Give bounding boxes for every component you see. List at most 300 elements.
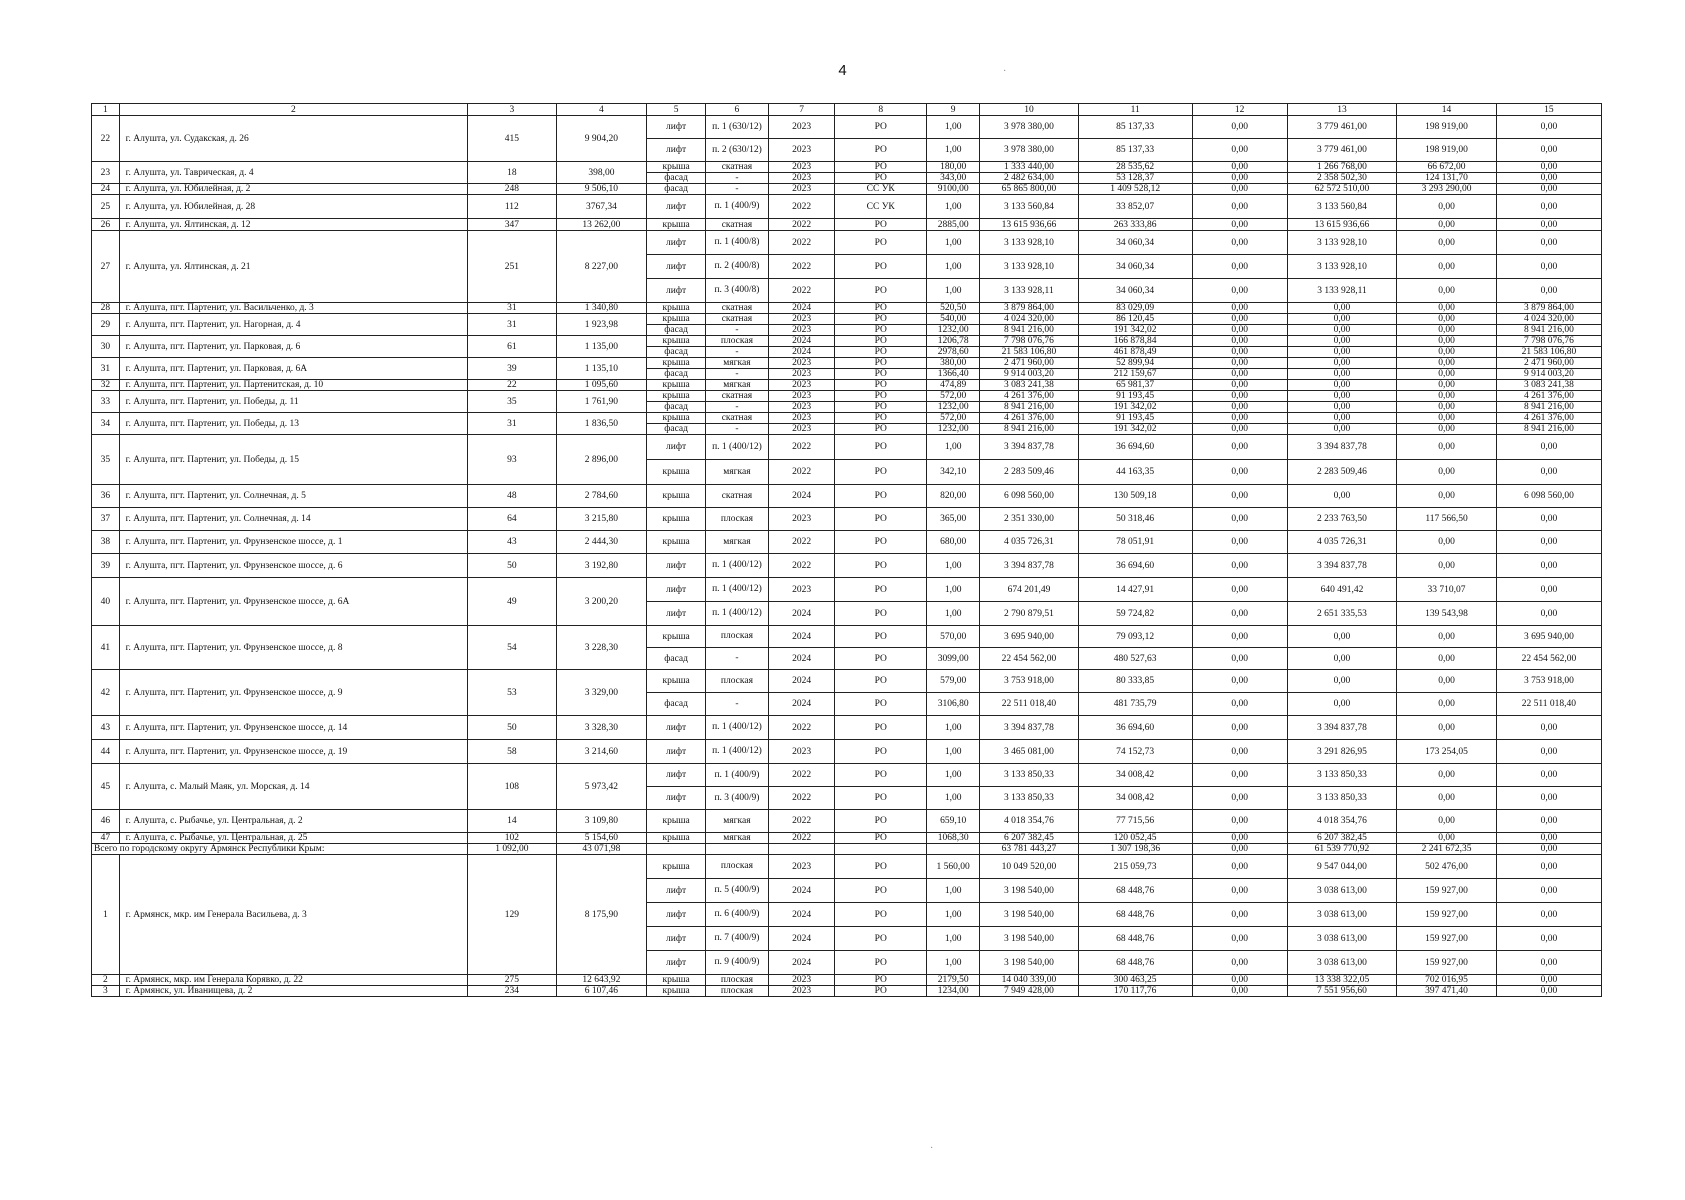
table-cell: 3 465 081,00: [980, 740, 1078, 764]
table-cell: 61: [468, 336, 556, 358]
table-cell: 0,00: [1192, 951, 1287, 975]
table-cell: -: [705, 173, 768, 184]
table-cell: 2023: [768, 391, 834, 402]
table-cell: 124 131,70: [1397, 173, 1497, 184]
table-cell: 37: [92, 508, 120, 531]
table-cell: 2023: [768, 314, 834, 325]
table-cell: 2023: [768, 325, 834, 336]
table-cell: 0,00: [1287, 314, 1397, 325]
table-cell: г. Алушта, пгт. Партенит, ул. Фрунзенское шоссе, д. 6А: [119, 578, 467, 626]
column-header: 8: [835, 104, 927, 116]
table-cell: 397 471,40: [1397, 986, 1497, 997]
table-cell: 343,00: [927, 173, 980, 184]
table-cell: 0,00: [1496, 844, 1601, 855]
table-cell: 2022: [768, 716, 834, 740]
table-row: [92, 626, 1602, 648]
table-cell: 32: [92, 380, 120, 391]
capital-repair-table: [91, 103, 1602, 997]
table-cell: 59 724,82: [1078, 602, 1192, 626]
table-cell: РО: [835, 424, 927, 435]
table-cell: 33 852,07: [1078, 195, 1192, 219]
table-cell: 1,00: [927, 879, 980, 903]
table-cell: РО: [835, 314, 927, 325]
table-cell: 0,00: [1496, 740, 1601, 764]
table-cell: 22 454 562,00: [1496, 648, 1601, 670]
table-cell: 43: [92, 716, 120, 740]
table-cell: РО: [835, 116, 927, 139]
table-cell: 0,00: [1397, 531, 1497, 554]
table-cell: 2022: [768, 231, 834, 255]
table-cell: 570,00: [927, 626, 980, 648]
table-cell: 2023: [768, 855, 834, 879]
table-cell: 3 394 837,78: [1287, 716, 1397, 740]
table-cell: 0,00: [1287, 485, 1397, 508]
table-cell: 2023: [768, 139, 834, 162]
table-cell: 35: [92, 435, 120, 485]
table-cell: лифт: [647, 740, 706, 764]
table-cell: 0,00: [1192, 764, 1287, 787]
table-cell: 3 394 837,78: [980, 554, 1078, 578]
table-cell: 3 198 540,00: [980, 927, 1078, 951]
table-cell: 0,00: [1192, 508, 1287, 531]
table-cell: 2022: [768, 554, 834, 578]
table-cell: 2024: [768, 602, 834, 626]
table-cell: 50 318,46: [1078, 508, 1192, 531]
table-cell: 0,00: [1397, 693, 1497, 716]
table-cell: 2024: [768, 336, 834, 347]
table-cell: 0,00: [1192, 975, 1287, 986]
table-cell: 0,00: [1192, 231, 1287, 255]
table-cell: 3 038 613,00: [1287, 903, 1397, 927]
table-cell: 0,00: [1496, 833, 1601, 844]
table-cell: 86 120,45: [1078, 314, 1192, 325]
table-cell: РО: [835, 602, 927, 626]
table-cell: 30: [92, 336, 120, 358]
table-cell: 2: [92, 975, 120, 986]
table-cell: лифт: [647, 879, 706, 903]
table-cell: крыша: [647, 162, 706, 173]
table-cell: п. 1 (400/12): [705, 435, 768, 460]
table-cell: 13 615 936,66: [1287, 219, 1397, 231]
table-cell: 0,00: [1192, 314, 1287, 325]
table-cell: 5 154,60: [556, 833, 647, 844]
table-cell: 0,00: [1192, 578, 1287, 602]
table-cell: 80 333,85: [1078, 670, 1192, 693]
table-cell: крыша: [647, 380, 706, 391]
table-cell: 2024: [768, 648, 834, 670]
table-cell: 0,00: [1397, 325, 1497, 336]
table-row: [92, 358, 1602, 369]
table-cell: 0,00: [1397, 716, 1497, 740]
table-cell: 2 471 960,00: [980, 358, 1078, 369]
table-cell: 3 394 837,78: [1287, 554, 1397, 578]
table-cell: 0,00: [1192, 602, 1287, 626]
table-cell: 1 307 198,36: [1078, 844, 1192, 855]
table-cell: 1 266 768,00: [1287, 162, 1397, 173]
table-cell: г. Алушта, ул. Юбилейная, д. 28: [119, 195, 467, 219]
table-cell: 78 051,91: [1078, 531, 1192, 554]
table-cell: фасад: [647, 402, 706, 413]
table-cell: 3767,34: [556, 195, 647, 219]
table-cell: РО: [835, 833, 927, 844]
table-cell: 45: [92, 764, 120, 810]
table-cell: 3 695 940,00: [980, 626, 1078, 648]
table-cell: г. Алушта, пгт. Партенит, ул. Васильченко, д. 3: [119, 303, 467, 314]
table-cell: 0,00: [1397, 424, 1497, 435]
table-cell: 0,00: [1192, 303, 1287, 314]
table-cell: 7 798 076,76: [980, 336, 1078, 347]
table-cell: РО: [835, 716, 927, 740]
table-cell: 481 735,79: [1078, 693, 1192, 716]
empty-cell: [647, 844, 706, 855]
table-cell: РО: [835, 986, 927, 997]
table-cell: СС УК: [835, 184, 927, 195]
table-cell: 0,00: [1397, 303, 1497, 314]
table-cell: 2 241 672,35: [1397, 844, 1497, 855]
column-header: 1: [92, 104, 120, 116]
table-cell: РО: [835, 255, 927, 279]
table-cell: крыша: [647, 460, 706, 485]
table-cell: -: [705, 325, 768, 336]
table-cell: 8 941 216,00: [980, 325, 1078, 336]
table-cell: скатная: [705, 162, 768, 173]
table-cell: крыша: [647, 531, 706, 554]
table-cell: 1 340,80: [556, 303, 647, 314]
table-cell: 0,00: [1397, 347, 1497, 358]
table-cell: г. Алушта, пгт. Партенит, ул. Нагорная, д. 4: [119, 314, 467, 336]
table-cell: плоская: [705, 986, 768, 997]
table-cell: 0,00: [1192, 833, 1287, 844]
table-cell: 191 342,02: [1078, 424, 1192, 435]
page-number: 4: [838, 62, 847, 79]
scan-speck: ·: [930, 1143, 934, 1154]
table-cell: 83 029,09: [1078, 303, 1192, 314]
table-cell: 2023: [768, 424, 834, 435]
table-cell: крыша: [647, 391, 706, 402]
table-cell: РО: [835, 325, 927, 336]
table-cell: 3 198 540,00: [980, 879, 1078, 903]
table-cell: 0,00: [1496, 531, 1601, 554]
table-cell: 91 193,45: [1078, 413, 1192, 424]
table-cell: 2024: [768, 626, 834, 648]
table-cell: 159 927,00: [1397, 951, 1497, 975]
table-row: [92, 764, 1602, 787]
table-cell: 4 261 376,00: [1496, 413, 1601, 424]
table-cell: 198 919,00: [1397, 139, 1497, 162]
table-cell: 0,00: [1397, 336, 1497, 347]
table-cell: РО: [835, 391, 927, 402]
column-header: 13: [1287, 104, 1397, 116]
table-cell: 13 338 322,05: [1287, 975, 1397, 986]
table-cell: 0,00: [1192, 435, 1287, 460]
table-cell: 129: [468, 855, 556, 975]
table-cell: п. 2 (400/8): [705, 255, 768, 279]
table-cell: -: [705, 424, 768, 435]
table-row: [92, 380, 1602, 391]
table-cell: 85 137,33: [1078, 116, 1192, 139]
table-cell: 8 941 216,00: [980, 402, 1078, 413]
table-row: [92, 975, 1602, 986]
table-cell: 159 927,00: [1397, 903, 1497, 927]
table-cell: 22: [468, 380, 556, 391]
table-cell: 159 927,00: [1397, 927, 1497, 951]
table-cell: г. Алушта, пгт. Партенит, ул. Победы, д. 15: [119, 435, 467, 485]
table-cell: 0,00: [1397, 810, 1497, 833]
table-cell: 54: [468, 626, 556, 670]
table-cell: 342,10: [927, 460, 980, 485]
table-cell: плоская: [705, 670, 768, 693]
scan-speck: ·: [1003, 66, 1007, 77]
table-cell: 3 133 928,11: [1287, 279, 1397, 303]
table-cell: РО: [835, 670, 927, 693]
table-cell: 52 899,94: [1078, 358, 1192, 369]
column-header: 12: [1192, 104, 1287, 116]
table-cell: 0,00: [1287, 336, 1397, 347]
table-cell: 29: [92, 314, 120, 336]
table-cell: 572,00: [927, 413, 980, 424]
table-cell: 0,00: [1496, 716, 1601, 740]
table-cell: 0,00: [1496, 879, 1601, 903]
table-cell: 33 710,07: [1397, 578, 1497, 602]
table-cell: 0,00: [1397, 787, 1497, 810]
table-cell: п. 1 (400/12): [705, 578, 768, 602]
table-cell: 2024: [768, 693, 834, 716]
table-cell: РО: [835, 740, 927, 764]
table-cell: 365,00: [927, 508, 980, 531]
table-cell: крыша: [647, 314, 706, 325]
table-cell: г. Армянск, мкр. им Генерала Корявко, д. 22: [119, 975, 467, 986]
table-cell: лифт: [647, 764, 706, 787]
table-cell: 0,00: [1496, 810, 1601, 833]
table-cell: 2 651 335,53: [1287, 602, 1397, 626]
table-cell: РО: [835, 460, 927, 485]
table-cell: 173 254,05: [1397, 740, 1497, 764]
table-cell: 0,00: [1287, 670, 1397, 693]
table-cell: 3 779 461,00: [1287, 116, 1397, 139]
table-cell: 0,00: [1287, 303, 1397, 314]
table-cell: 0,00: [1397, 402, 1497, 413]
table-cell: фасад: [647, 347, 706, 358]
table-cell: РО: [835, 855, 927, 879]
table-cell: 0,00: [1287, 325, 1397, 336]
table-cell: п. 1 (400/12): [705, 602, 768, 626]
table-cell: 0,00: [1192, 693, 1287, 716]
table-cell: крыша: [647, 336, 706, 347]
table-cell: 2022: [768, 195, 834, 219]
table-cell: 461 878,49: [1078, 347, 1192, 358]
table-cell: 1,00: [927, 927, 980, 951]
table-cell: 3 133 928,10: [1287, 231, 1397, 255]
table-cell: 33: [92, 391, 120, 413]
table-cell: 3 192,80: [556, 554, 647, 578]
table-cell: РО: [835, 219, 927, 231]
table-cell: 2023: [768, 369, 834, 380]
table-cell: 34: [92, 413, 120, 435]
table-cell: 1232,00: [927, 402, 980, 413]
table-cell: 398,00: [556, 162, 647, 184]
table-cell: 35: [468, 391, 556, 413]
table-cell: 2024: [768, 951, 834, 975]
table-row: [92, 833, 1602, 844]
table-cell: 347: [468, 219, 556, 231]
table-cell: п. 1 (400/9): [705, 764, 768, 787]
table-cell: -: [705, 369, 768, 380]
table-cell: 2978,60: [927, 347, 980, 358]
table-cell: 2022: [768, 219, 834, 231]
table-row: [92, 219, 1602, 231]
table-cell: 1 409 528,12: [1078, 184, 1192, 195]
table-row: [92, 508, 1602, 531]
table-row: [92, 531, 1602, 554]
table-cell: г. Алушта, ул. Ялтинская, д. 12: [119, 219, 467, 231]
table-cell: 22 511 018,40: [980, 693, 1078, 716]
table-cell: крыша: [647, 358, 706, 369]
table-cell: 3 133 850,33: [980, 787, 1078, 810]
table-cell: 41: [92, 626, 120, 670]
table-row: [92, 810, 1602, 833]
table-cell: 0,00: [1192, 369, 1287, 380]
table-cell: крыша: [647, 855, 706, 879]
table-cell: 3 038 613,00: [1287, 951, 1397, 975]
table-cell: фасад: [647, 369, 706, 380]
table-cell: лифт: [647, 255, 706, 279]
table-cell: 22 454 562,00: [980, 648, 1078, 670]
table-cell: 7 949 428,00: [980, 986, 1078, 997]
table-cell: 13 615 936,66: [980, 219, 1078, 231]
table-cell: 34 060,34: [1078, 231, 1192, 255]
table-cell: лифт: [647, 279, 706, 303]
table-row: [92, 986, 1602, 997]
table-cell: п. 1 (400/12): [705, 554, 768, 578]
table-cell: 3 879 864,00: [980, 303, 1078, 314]
table-cell: 49: [468, 578, 556, 626]
table-cell: 3 038 613,00: [1287, 927, 1397, 951]
column-header: 7: [768, 104, 834, 116]
table-row: [92, 231, 1602, 255]
table-cell: 2 283 509,46: [980, 460, 1078, 485]
table-cell: 3 038 613,00: [1287, 879, 1397, 903]
table-cell: 1232,00: [927, 424, 980, 435]
table-cell: 21 583 106,80: [980, 347, 1078, 358]
table-cell: 3 200,20: [556, 578, 647, 626]
table-cell: фасад: [647, 173, 706, 184]
table-cell: 112: [468, 195, 556, 219]
table-cell: 7 798 076,76: [1496, 336, 1601, 347]
table-cell: РО: [835, 347, 927, 358]
table-cell: 6 107,46: [556, 986, 647, 997]
table-cell: 8 941 216,00: [1496, 424, 1601, 435]
table-cell: РО: [835, 402, 927, 413]
table-cell: лифт: [647, 435, 706, 460]
table-cell: 2023: [768, 184, 834, 195]
table-cell: п. 6 (400/9): [705, 903, 768, 927]
table-cell: 44: [92, 740, 120, 764]
table-cell: 68 448,76: [1078, 951, 1192, 975]
table-cell: 0,00: [1397, 460, 1497, 485]
table-row: [92, 670, 1602, 693]
table-cell: 9 547 044,00: [1287, 855, 1397, 879]
table-cell: п. 1 (400/8): [705, 231, 768, 255]
table-cell: 0,00: [1496, 435, 1601, 460]
table-cell: лифт: [647, 554, 706, 578]
empty-cell: [768, 844, 834, 855]
table-cell: г. Алушта, пгт. Партенит, ул. Победы, д. 13: [119, 413, 467, 435]
table-cell: 9 914 003,20: [1496, 369, 1601, 380]
table-cell: 102: [468, 833, 556, 844]
table-cell: 2024: [768, 347, 834, 358]
table-cell: 1068,30: [927, 833, 980, 844]
table-cell: 1,00: [927, 903, 980, 927]
total-row: [92, 844, 1602, 855]
table-cell: 1,00: [927, 951, 980, 975]
table-cell: 31: [92, 358, 120, 380]
table-cell: 2 471 960,00: [1496, 358, 1601, 369]
table-cell: 0,00: [1397, 380, 1497, 391]
table-cell: 9 506,10: [556, 184, 647, 195]
table-cell: 0,00: [1397, 626, 1497, 648]
table-cell: 25: [92, 195, 120, 219]
table-cell: г. Алушта, пгт. Партенит, ул. Фрунзенское шоссе, д. 8: [119, 626, 467, 670]
table-cell: 1366,40: [927, 369, 980, 380]
table-cell: 0,00: [1397, 554, 1497, 578]
table-cell: 2022: [768, 833, 834, 844]
table-cell: 47: [92, 833, 120, 844]
table-cell: 1,00: [927, 740, 980, 764]
table-cell: 22: [92, 116, 120, 162]
table-cell: 3106,80: [927, 693, 980, 716]
table-cell: 1 135,00: [556, 336, 647, 358]
table-cell: 39: [92, 554, 120, 578]
table-cell: РО: [835, 162, 927, 173]
table-cell: 40: [92, 578, 120, 626]
table-cell: 31: [468, 314, 556, 336]
table-cell: РО: [835, 554, 927, 578]
table-cell: плоская: [705, 626, 768, 648]
table-cell: мягкая: [705, 810, 768, 833]
table-cell: 28: [92, 303, 120, 314]
table-cell: г. Алушта, ул. Таврическая, д. 4: [119, 162, 467, 184]
table-row: [92, 116, 1602, 139]
table-cell: 68 448,76: [1078, 879, 1192, 903]
table-cell: 680,00: [927, 531, 980, 554]
table-cell: 674 201,49: [980, 578, 1078, 602]
table-cell: 61 539 770,92: [1287, 844, 1397, 855]
table-cell: 3 133 928,10: [1287, 255, 1397, 279]
table-cell: 0,00: [1287, 347, 1397, 358]
table-cell: 4 018 354,76: [980, 810, 1078, 833]
table-cell: 0,00: [1287, 648, 1397, 670]
table-cell: 0,00: [1496, 173, 1601, 184]
table-cell: 572,00: [927, 391, 980, 402]
table-cell: 2 784,60: [556, 485, 647, 508]
table-cell: 2885,00: [927, 219, 980, 231]
table-cell: 640 491,42: [1287, 578, 1397, 602]
table-cell: 820,00: [927, 485, 980, 508]
table-cell: фасад: [647, 424, 706, 435]
table-cell: плоская: [705, 508, 768, 531]
table-cell: 234: [468, 986, 556, 997]
table-cell: 3 394 837,78: [980, 435, 1078, 460]
table-cell: РО: [835, 139, 927, 162]
table-cell: лифт: [647, 903, 706, 927]
table-cell: РО: [835, 279, 927, 303]
table-cell: 0,00: [1397, 435, 1497, 460]
table-cell: 3 978 380,00: [980, 139, 1078, 162]
table-cell: 4 035 726,31: [980, 531, 1078, 554]
table-cell: 68 448,76: [1078, 927, 1192, 951]
table-cell: 23: [92, 162, 120, 184]
table-cell: 8 175,90: [556, 855, 647, 975]
